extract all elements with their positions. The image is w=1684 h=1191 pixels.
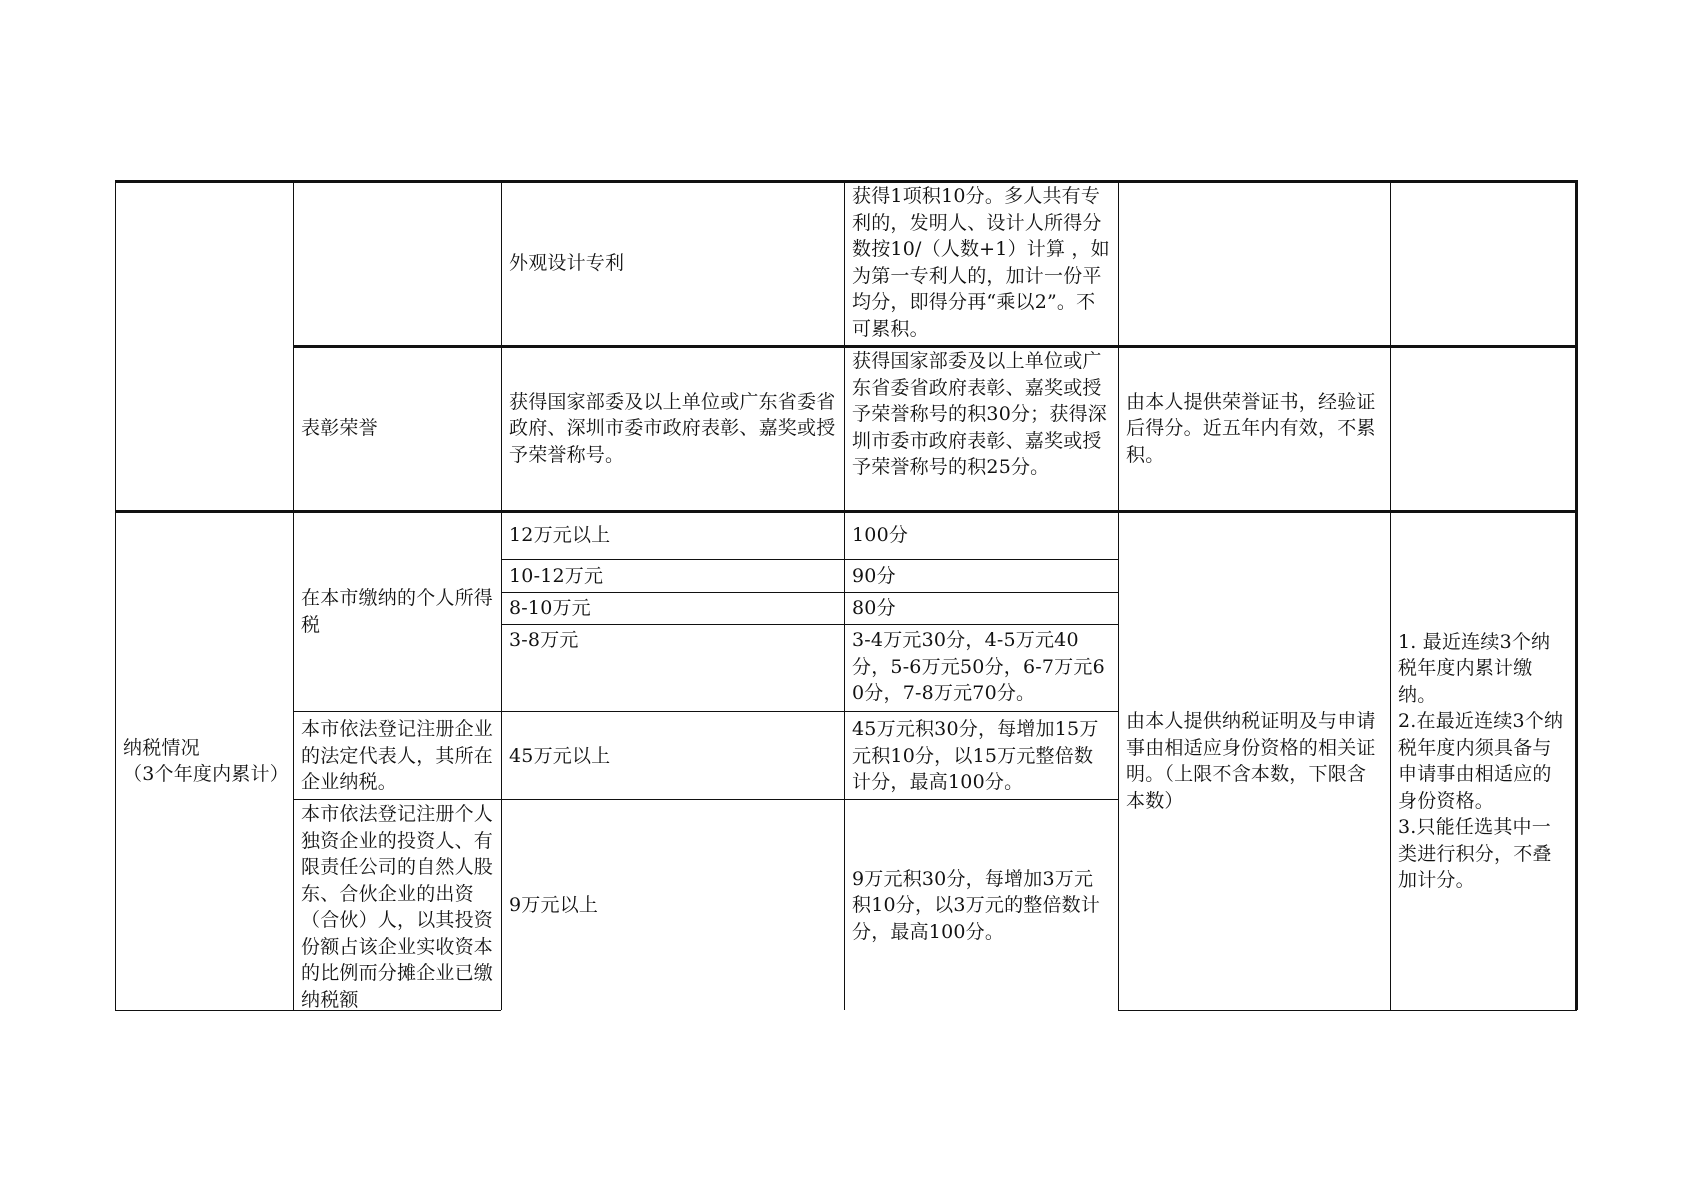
tax-score-text-2: 90分	[852, 564, 896, 587]
legal-rep-score-cell	[845, 713, 1118, 799]
tax-material-text: 由本人提供纳税证明及与申请事由相适应身份资格的相关证明。（上限不含本数，下限含本数）	[1126, 710, 1376, 812]
patent-standard-text: 获得1项积10分。多人共有专利的，发明人、设计人所得分数按10/（人数+1）计算 ，如为第一专利人的，加计一份平均分，即得分再“乘以2”。不可累积。	[852, 185, 1110, 340]
points-table	[115, 180, 1575, 1010]
tax-score-row-3	[845, 593, 1118, 624]
honor-item-text: 获得国家部委及以上单位或广东省委省政府、深圳市委市政府表彰、嘉奖或授予荣誉称号。	[509, 390, 836, 466]
tax-range-row-3	[502, 593, 844, 624]
tax-score-text-1: 100分	[852, 524, 909, 547]
investor-indicator-cell	[294, 801, 501, 1010]
honor-indicator-text: 表彰荣誉	[301, 417, 378, 440]
row-divider-personal-tax	[293, 711, 1118, 712]
tax-notes-cell	[1391, 512, 1575, 1010]
row-divider-legal-rep	[293, 799, 1118, 800]
tax-range-text-1: 12万元以上	[509, 524, 611, 547]
tax-notes-text: 1. 最近连续3个纳税年度内累计缴纳。 2.在最近连续3个纳税年度内须具备与申请事由相适应的身份资格。 3.只能任选其中一类进行积分，不叠加计分。	[1398, 630, 1564, 891]
tax-range-row-4	[502, 627, 844, 711]
legal-rep-range-cell	[502, 713, 844, 799]
tax-category-cell	[116, 512, 293, 1010]
investor-score-cell	[845, 801, 1118, 1010]
tax-score-text-4: 3-4万元30分，4-5万元40分，5-6万元50分，6-7万元60分，7-8万元70分。	[852, 629, 1105, 704]
tax-range-text-2: 10-12万元	[509, 564, 604, 587]
patent-item-text: 外观设计专利	[509, 252, 625, 275]
investor-range-cell	[502, 801, 844, 1010]
patent-item-cell	[502, 182, 844, 345]
tax-score-row-1	[845, 512, 1118, 559]
tax-range-row-2	[502, 560, 844, 592]
personal-tax-indicator-cell	[294, 512, 501, 711]
tax-range-row-1	[502, 512, 844, 559]
honor-material-text: 由本人提供荣誉证书，经验证后得分。近五年内有效，不累积。	[1126, 390, 1376, 466]
honor-standard-text: 获得国家部委及以上单位或广东省委省政府表彰、嘉奖或授予荣誉称号的积30分；获得深圳市委市政府表彰、嘉奖或授予荣誉称号的积25分。	[852, 350, 1107, 478]
honor-material-cell	[1119, 347, 1390, 510]
investor-indicator-text: 本市依法登记注册个人独资企业的投资人、有限责任公司的自然人股东、合伙企业的出资（合伙）人，以其投资份额占该企业实收资本的比例而分摊企业已缴纳税额	[301, 803, 494, 1011]
legal-rep-indicator-text: 本市依法登记注册企业的法定代表人，其所在企业纳税。	[301, 718, 494, 794]
legal-rep-score-text: 45万元积30分，每增加15万元积10分，以15万元整倍数计分，最高100分。	[852, 718, 1099, 794]
investor-score-text: 9万元积30分，每增加3万元积10分，以3万元的整倍数计分，最高100分。	[852, 867, 1101, 943]
legal-rep-indicator-cell	[294, 713, 501, 799]
tax-score-row-2	[845, 560, 1118, 592]
tax-category-text: 纳税情况 （3个年度内累计）	[123, 736, 289, 785]
tax-range-text-3: 8-10万元	[509, 597, 591, 620]
table-border-right	[1575, 180, 1578, 1010]
investor-range-text: 9万元以上	[509, 894, 599, 917]
legal-rep-range-text: 45万元以上	[509, 744, 611, 767]
table-bottom-right	[1118, 1010, 1577, 1011]
tax-range-text-4: 3-8万元	[509, 629, 579, 651]
patent-standard-cell	[845, 183, 1118, 345]
tax-score-row-4	[845, 627, 1118, 711]
honor-indicator-cell	[294, 347, 501, 510]
honor-item-cell	[502, 347, 844, 510]
tax-score-text-3: 80分	[852, 597, 896, 620]
honor-standard-cell	[845, 348, 1118, 510]
personal-tax-indicator-text: 在本市缴纳的个人所得税	[301, 587, 494, 636]
tax-material-cell	[1119, 512, 1390, 1010]
subrow-divider-3	[501, 624, 1118, 625]
